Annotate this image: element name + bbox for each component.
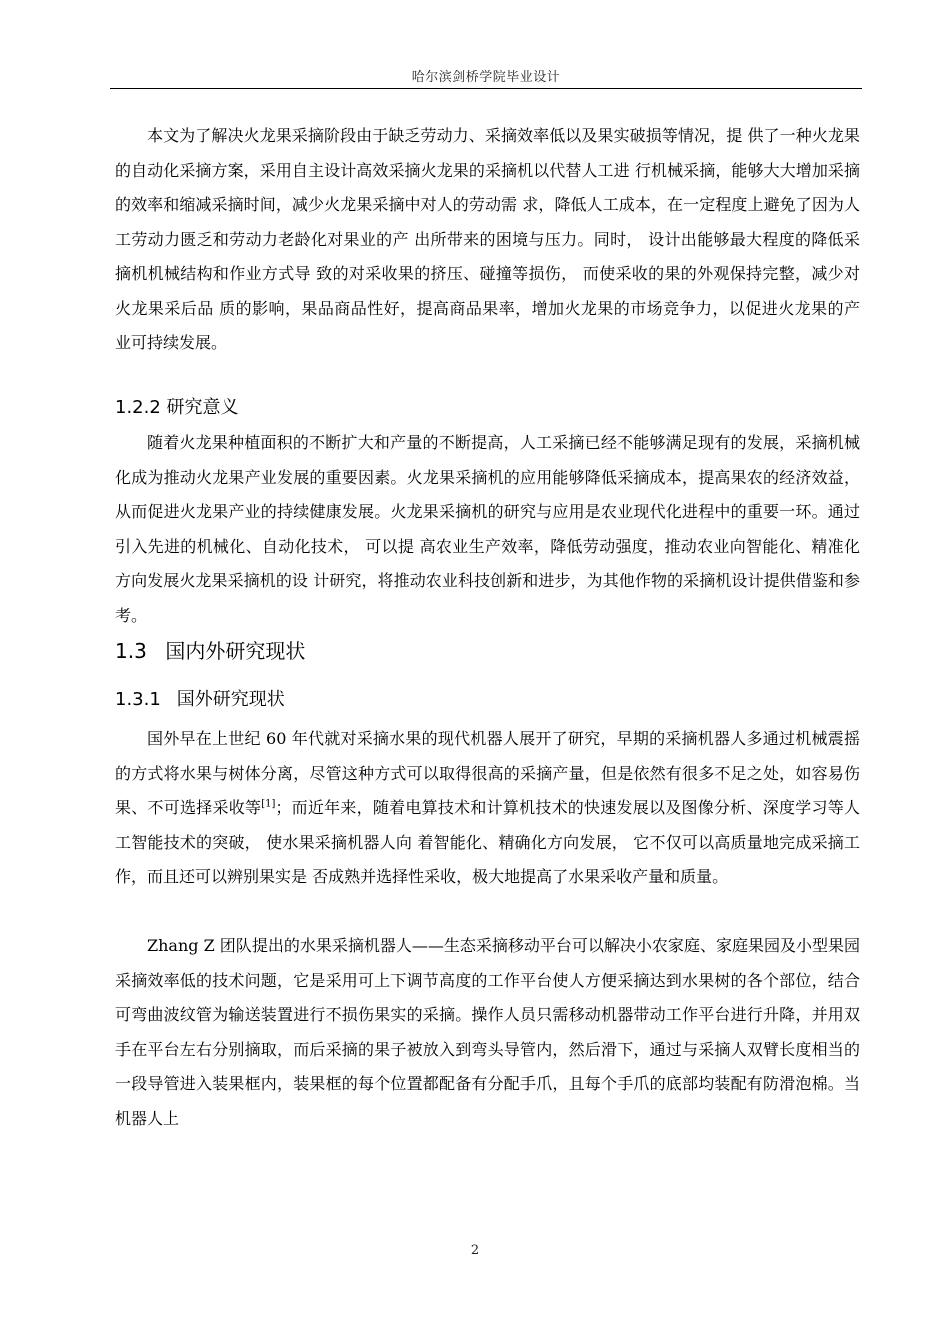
page-header: 哈尔滨剑桥学院毕业设计 [411, 70, 561, 85]
heading-1-3-1-title: 国外研究现状 [176, 689, 285, 710]
heading-1-3-1 [115, 685, 285, 711]
paragraph-significance: 随着火龙果种植面积的不断扩大和产量的不断提高，人工采摘已经不能够满足现有的发展，采摘机械化成为推动火龙果产业发展的重要因素。火龙果采摘机的应用能够降低采摘成本，提高果农的经济效益，从而促进火龙果产业的持续健康发展。火龙果采摘机的研究与应用是农业现代化进程中的重要一环。通过引入先进的机械化、自动化技术， 可以提 高农业生产效率，降低劳动强度，推动农业向智能化、精准化方向发展火龙果采摘机的设 计研究，将推动农业科技创新和进步，为其他作物的采摘机设计提供借鉴和参考。 [115, 433, 860, 625]
heading-1-2-2: 1.2.2 研究意义 [115, 397, 239, 418]
heading-1-3-number: 1.3 [115, 639, 147, 663]
heading-1-3 [115, 635, 305, 664]
header-divider [110, 88, 862, 89]
paragraph-foreign-research-text-2: ；而近年来，随着电算技术和计算机技术的快速发展以及图像分析、深度学习等人工智能技术的突破， 使水果采摘机器人向 着智能化、精确化方向发展， 它不仅可以高质量地完成采摘工作，而且还可以辨别果实是 否成熟并选择性采收，极大地提高了水果采收产量和质量。 [115, 798, 860, 886]
paragraph-foreign-research [115, 722, 860, 895]
paragraph-foreign-research-text-1: 国外早在上世纪 60 年代就对采摘水果的现代机器人展开了研究，早期的采摘机器人多通过机械震摇的方式将水果与树体分离，尽管这种方式可以取得很高的采摘产量，但是依然有很多不足之处，如容易伤果、不可选择采收等 [115, 729, 860, 817]
heading-1-3-title: 国内外研究现状 [165, 639, 306, 663]
heading-1-3-1-number: 1.3.1 [115, 689, 161, 710]
citation-1: [1] [261, 798, 276, 810]
page-number: 2 [470, 1243, 480, 1258]
paragraph-purpose: 本文为了解决火龙果采摘阶段由于缺乏劳动力、采摘效率低以及果实破损等情况，提 供了一种火龙果的自动化采摘方案，采用自主设计高效采摘火龙果的采摘机以代替人工进 行机械采摘，能够大大增加采摘的效率和缩减采摘时间，减少火龙果采摘中对人的劳动需 求，降低人工成本，在一定程度上避免了因为人工劳动力匮乏和劳动力老龄化对果业的产 出所带来的困境与压力。同时， 设计出能够最大程度的降低采摘机机械结构和作业方式导 致的对采收果的挤压、碰撞等损伤， 而使采收的果的外观保持完整，减少对火龙果采后品 质的影响，果品商品性好，提高商品果率，增加火龙果的市场竞争力，以促进火龙果的产 业可持续发展。 [115, 126, 860, 352]
paragraph-zhang-robot: Zhang Z 团队提出的水果采摘机器人——生态采摘移动平台可以解决小农家庭、家庭果园及小型果园采摘效率低的技术问题，它是采用可上下调节高度的工作平台使人方便采摘达到水果树的各个部位，结合可弯曲波纹管为输送装置进行不损伤果实的采摘。操作人员只需移动机器带动工作平台进行升降，并用双手在平台左右分别摘取，而后采摘的果子被放入到弯头导管内，然后滑下，通过与采摘人双臂长度相当的一段导管进入装果框内，装果框的每个位置都配备有分配手爪，且每个手爪的底部均装配有防滑泡棉。当机器人上 [115, 936, 860, 1128]
